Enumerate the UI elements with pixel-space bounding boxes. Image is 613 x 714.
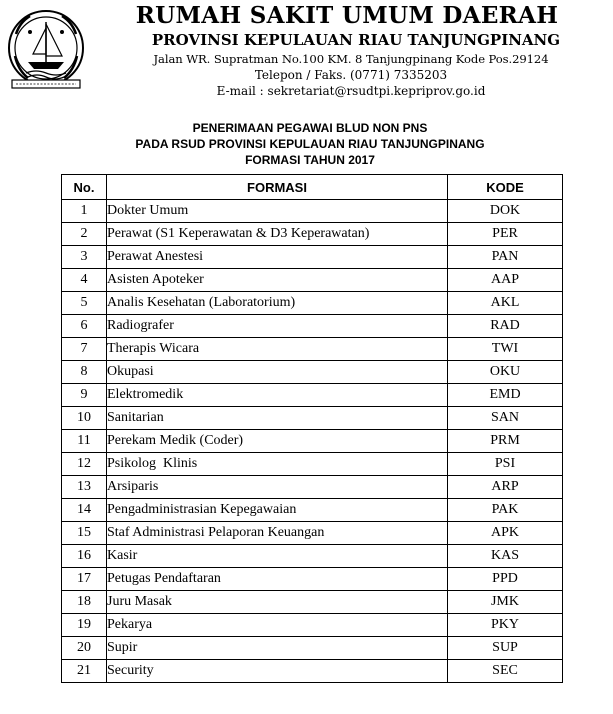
formation-code: APK	[448, 522, 563, 545]
row-number: 9	[62, 384, 107, 407]
table-row	[62, 384, 563, 407]
formation-code: PAN	[448, 246, 563, 269]
formation-name: Perawat Anestesi	[107, 246, 448, 269]
formation-code: PAK	[448, 499, 563, 522]
phone-line: Telepon / Faks. (0771) 7335203	[254, 68, 448, 82]
formation-name: Psikolog Klinis	[107, 453, 448, 476]
row-number: 5	[62, 292, 107, 315]
formation-code: ARP	[448, 476, 563, 499]
formation-code: DOK	[448, 200, 563, 223]
row-number: 12	[62, 453, 107, 476]
formation-name: Radiografer	[107, 315, 448, 338]
row-number: 8	[62, 361, 107, 384]
formation-name: Asisten Apoteker	[107, 269, 448, 292]
column-header-kode: KODE	[448, 175, 563, 200]
table-row	[62, 430, 563, 453]
formation-code: SAN	[448, 407, 563, 430]
document-title: PENERIMAAN PEGAWAI BLUD NON PNS	[192, 121, 428, 135]
table-row	[62, 453, 563, 476]
formation-table	[61, 174, 563, 683]
formation-code: OKU	[448, 361, 563, 384]
formation-code: PKY	[448, 614, 563, 637]
address-line: Jalan WR. Supratman No.100 KM. 8 Tanjungpinang Kode Pos.29124	[153, 52, 549, 66]
formation-name: Security	[107, 660, 448, 683]
formation-name: Okupasi	[107, 361, 448, 384]
row-number: 6	[62, 315, 107, 338]
row-number: 21	[62, 660, 107, 683]
formation-code: PER	[448, 223, 563, 246]
table-row	[62, 269, 563, 292]
email-line: E-mail : sekretariat@rsudtpi.kepriprov.go.id	[216, 84, 486, 98]
formation-name: Arsiparis	[107, 476, 448, 499]
formation-code: TWI	[448, 338, 563, 361]
table-row	[62, 499, 563, 522]
formation-name: Kasir	[107, 545, 448, 568]
table-row	[62, 591, 563, 614]
table-header-row	[62, 175, 563, 200]
formation-name: Petugas Pendaftaran	[107, 568, 448, 591]
column-header-no: No.	[62, 175, 107, 200]
formation-name: Dokter Umum	[107, 200, 448, 223]
row-number: 2	[62, 223, 107, 246]
row-number: 18	[62, 591, 107, 614]
formation-code: AKL	[448, 292, 563, 315]
letterhead	[0, 0, 613, 108]
formation-code: EMD	[448, 384, 563, 407]
formation-code: PPD	[448, 568, 563, 591]
province-name: PROVINSI KEPULAUAN RIAU TANJUNGPINANG	[151, 31, 561, 49]
row-number: 13	[62, 476, 107, 499]
table-row	[62, 338, 563, 361]
formation-code: PSI	[448, 453, 563, 476]
row-number: 10	[62, 407, 107, 430]
row-number: 3	[62, 246, 107, 269]
row-number: 1	[62, 200, 107, 223]
document-subtitle: PADA RSUD PROVINSI KEPULAUAN RIAU TANJUNGPINANG	[135, 137, 485, 151]
formation-code: JMK	[448, 591, 563, 614]
table-row	[62, 568, 563, 591]
formation-code: SUP	[448, 637, 563, 660]
row-number: 15	[62, 522, 107, 545]
formation-code: PRM	[448, 430, 563, 453]
table-row	[62, 476, 563, 499]
formation-code: RAD	[448, 315, 563, 338]
table-row	[62, 223, 563, 246]
table-row	[62, 361, 563, 384]
row-number: 14	[62, 499, 107, 522]
formation-code: AAP	[448, 269, 563, 292]
formation-name: Perekam Medik (Coder)	[107, 430, 448, 453]
formation-name: Juru Masak	[107, 591, 448, 614]
document-year: FORMASI TAHUN 2017	[245, 153, 375, 167]
formation-name: Pekarya	[107, 614, 448, 637]
table-row	[62, 200, 563, 223]
formation-name: Therapis Wicara	[107, 338, 448, 361]
table-row	[62, 407, 563, 430]
formation-code: KAS	[448, 545, 563, 568]
formation-name: Pengadministrasian Kepegawaian	[107, 499, 448, 522]
row-number: 17	[62, 568, 107, 591]
table-row	[62, 637, 563, 660]
row-number: 11	[62, 430, 107, 453]
table-row	[62, 292, 563, 315]
formation-code: SEC	[448, 660, 563, 683]
row-number: 19	[62, 614, 107, 637]
table-row	[62, 315, 563, 338]
table-row	[62, 614, 563, 637]
column-header-formasi: FORMASI	[107, 175, 448, 200]
table-row	[62, 246, 563, 269]
formation-name: Sanitarian	[107, 407, 448, 430]
formation-name: Supir	[107, 637, 448, 660]
table-row	[62, 545, 563, 568]
formation-name: Elektromedik	[107, 384, 448, 407]
table-row	[62, 522, 563, 545]
row-number: 16	[62, 545, 107, 568]
table-row	[62, 660, 563, 683]
formation-name: Analis Kesehatan (Laboratorium)	[107, 292, 448, 315]
row-number: 20	[62, 637, 107, 660]
provincial-crest-icon	[6, 6, 86, 92]
formation-name: Staf Administrasi Pelaporan Keuangan	[107, 522, 448, 545]
row-number: 7	[62, 338, 107, 361]
row-number: 4	[62, 269, 107, 292]
formation-name: Perawat (S1 Keperawatan & D3 Keperawatan)	[107, 223, 448, 246]
hospital-name: RUMAH SAKIT UMUM DAERAH	[135, 2, 559, 29]
